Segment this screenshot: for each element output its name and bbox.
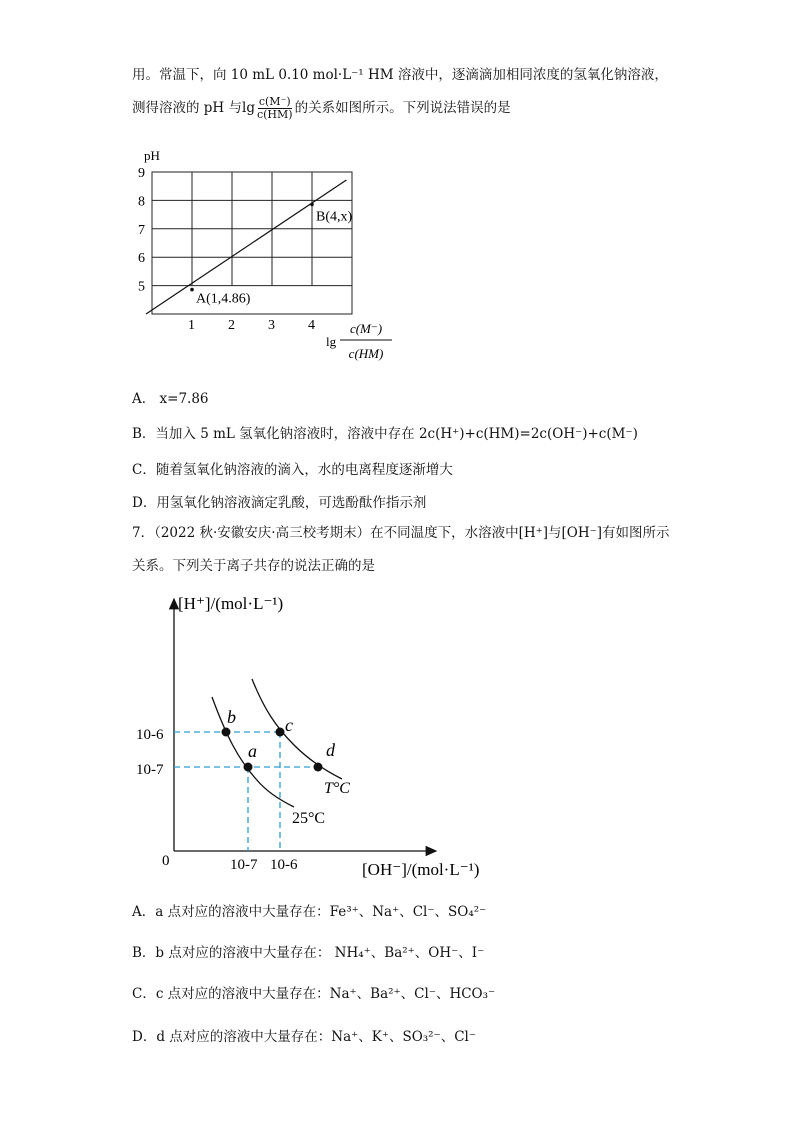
point-a [244, 763, 253, 772]
water-chart-origin: 0 [162, 853, 170, 869]
ph-chart [130, 140, 410, 370]
water-ion-chart [130, 585, 510, 885]
x-tick-1e-6: 10-6 [270, 857, 298, 873]
q7-text-line-2: 关系。下列关于离子共存的说法正确的是 [132, 558, 375, 574]
ph-y-tick: 5 [138, 279, 145, 295]
q7-option-a: A．a 点对应的溶液中大量存在：Fe³⁺、Na⁺、Cl⁻、SO₄²⁻ [132, 904, 487, 920]
water-chart-guides [174, 732, 318, 851]
ph-x-tick: 4 [308, 318, 315, 333]
ph-point-a [190, 288, 194, 292]
ph-y-tick: 9 [138, 166, 145, 181]
ratio-fraction [256, 96, 294, 121]
ph-chart-xlabel-numerator: c(M⁻) [349, 321, 383, 336]
water-chart-ylabel: [H⁺]/(mol·L⁻¹) [178, 594, 284, 613]
ph-x-tick: 3 [268, 318, 275, 333]
point-label-b: b [227, 707, 236, 727]
q6-option-a: A． x=7.86 [132, 391, 209, 407]
curve-label-tc: T°C [324, 780, 350, 797]
q7-option-c: C．c 点对应的溶液中大量存在：Na⁺、Ba²⁺、Cl⁻、HCO₃⁻ [132, 986, 496, 1002]
ph-chart-xlabel-denominator: c(HM) [348, 346, 384, 361]
q7-option-b: B．b 点对应的溶液中大量存在： NH₄⁺、Ba²⁺、OH⁻、I⁻ [132, 945, 485, 961]
question-text-suffix: 的关系如图所示。下列说法错误的是 [294, 100, 511, 116]
point-label-d: d [326, 740, 335, 760]
question-text-line-2 [132, 96, 511, 121]
ph-y-tick: 6 [138, 251, 145, 267]
ph-x-tick: 2 [228, 318, 235, 333]
ph-point-label: A(1,4.86) [196, 291, 251, 307]
point-c [276, 728, 285, 737]
water-chart-xlabel: [OH⁻]/(mol·L⁻¹) [362, 860, 480, 879]
ph-y-tick: 7 [138, 222, 145, 238]
q7-option-d: D．d 点对应的溶液中大量存在：Na⁺、K⁺、SO₃²⁻、Cl⁻ [132, 1029, 476, 1045]
ph-point-label: B(4,x) [316, 209, 353, 225]
fraction-denominator: c(HM) [256, 108, 293, 121]
ph-y-tick: 8 [138, 194, 145, 210]
fraction-numerator: c(M⁻) [258, 95, 291, 108]
ph-x-tick: 1 [188, 318, 195, 333]
ph-chart-xlabel-prefix: lg [326, 334, 337, 349]
x-tick-1e-7: 10-7 [230, 857, 258, 873]
curve-tc [252, 679, 342, 779]
point-label-c: c [285, 715, 293, 735]
ph-point-b [310, 203, 314, 207]
q6-option-c: C．随着氢氧化钠溶液的滴入，水的电离程度逐渐增大 [132, 462, 453, 478]
q6-option-b: B．当加入 5 mL 氢氧化钠溶液时，溶液中存在 2c(H⁺)+c(HM)=2c(OH⁻)+c(M⁻) [132, 426, 638, 442]
point-d [314, 763, 323, 772]
y-tick-1e-6: 10-6 [136, 727, 164, 743]
point-label-a: a [248, 741, 257, 761]
q6-option-d: D．用氢氧化钠溶液滴定乳酸，可选酚酞作指示剂 [132, 495, 427, 511]
q7-text-line-1: 7．（2022 秋·安徽安庆·高三校考期末）在不同温度下，水溶液中[H⁺]与[OH⁻]有如图所示 [132, 525, 670, 541]
curve-label-25c: 25°C [292, 810, 326, 827]
y-tick-1e-7: 10-7 [136, 762, 164, 778]
question-text-line-1: 用。常温下，向 10 mL 0.10 mol·L⁻¹ HM 溶液中，逐滴滴加相同浓度的氢氧化钠溶液， [132, 67, 668, 83]
ph-chart-ylabel: pH [144, 148, 160, 163]
question-text-prefix: 测得溶液的 pH 与lg [132, 100, 255, 116]
point-b [222, 728, 231, 737]
